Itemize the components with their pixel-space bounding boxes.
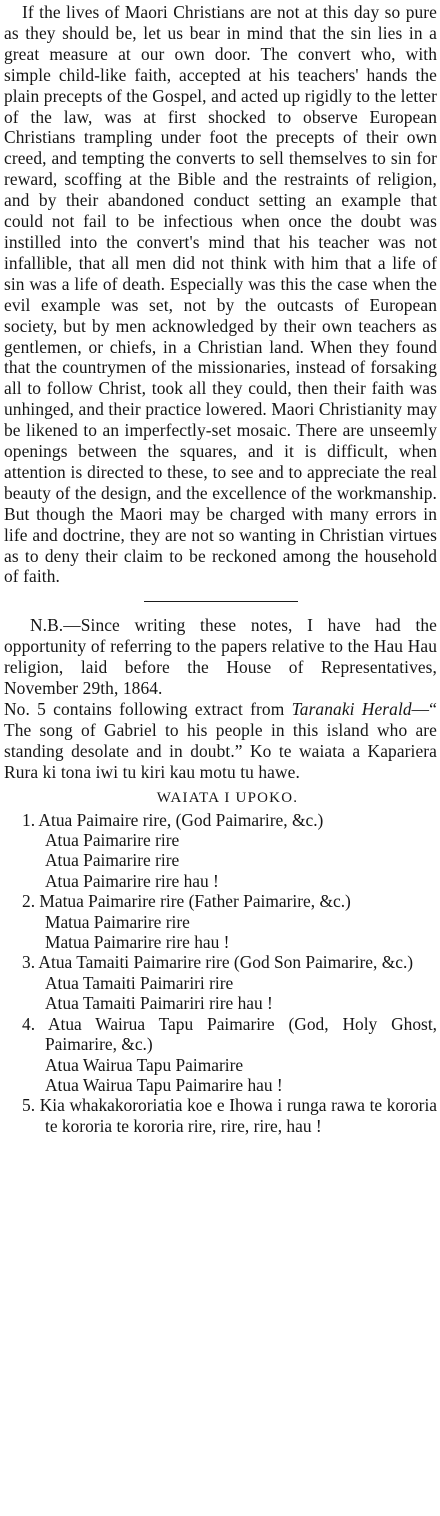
song-refrain-line: Atua Paimarire rire [45, 850, 180, 871]
song-verse-line: 5. Kia whakakororiatia koe e Ihowa i runga rawa te kororia te kororia te kororia rire, rire, rire, hau ! [22, 1095, 437, 1136]
song-refrain-line: Atua Wairua Tapu Paimarire hau ! [45, 1074, 283, 1095]
extract-paragraph [4, 699, 437, 783]
song-refrain-line: Matua Paimarire rire [45, 911, 190, 932]
song-title: WAIATA I UPOKO. [156, 789, 299, 806]
song-verse-line: 2. Matua Paimarire rire (Father Paimarire, &c.) [22, 891, 351, 912]
song-verse-line: 4. Atua Wairua Tapu Paimarire (God, Holy Ghost, Paimarire, &c.) [22, 1013, 437, 1055]
nb-paragraph: N.B.—Since writing these notes, I have had the opportunity of referring to the papers relative to the Hau Hau religion, laid before the House of Representatives, November 29th, 1864. [4, 615, 437, 699]
song-refrain-line: Atua Paimarire rire [45, 830, 180, 851]
extract-description: —“ The song of Gabriel to his people in this island who are standing desolate and in doubt.” Ko te waiata a Kapariera Rura ki tona iwi tu kiri kau motu tu hawe. [4, 699, 437, 782]
newspaper-source-title: Taranaki Herald [291, 699, 412, 719]
song-refrain-line: Atua Tamaiti Paimariri rire hau ! [45, 993, 273, 1014]
song-refrain-line: Atua Wairua Tapu Paimarire [45, 1054, 244, 1075]
section-divider [144, 601, 298, 602]
song-verse-line: 1. Atua Paimaire rire, (God Paimarire, &c.) [22, 809, 324, 830]
extract-intro: No. 5 contains following extract from [4, 699, 285, 719]
song-refrain-line: Matua Paimarire rire hau ! [45, 932, 230, 953]
song-verse-line: 3. Atua Tamaiti Paimarire rire (God Son Paimarire, &c.) [22, 952, 414, 973]
article-paragraph: If the lives of Maori Christians are not at this day so pure as they should be, let us bear in mind that the sin lies in a great measure at our own door. The convert who, with simple child-like faith, accepted at his teachers' hands the plain precepts of the Gospel, and acted up rigidly to the letter of the law, was at first shocked to observe European Christians trampling under foot the precepts of their own creed, and tempting the converts to sell themselves to sin for reward, scoffing at the Bible and the restraints of religion, and by their abandoned conduct setting an example that could not fail to be infectious when once the doubt was instilled into the convert's mind that his teacher was not infallible, that all men did not think with him that a life of sin was a life of death. Especially was this the case when the evil example was set, not by the outcasts of European society, but by men acknowledged by their own teachers as gentlemen, or chiefs, in a Christian land. When they found that the countrymen of the missionaries, instead of forsaking all to follow Christ, took all they could, then their faith was unhinged, and their practice lowered. Maori Christianity may be likened to an imperfectly-set mosaic. There are unseemly openings between the squares, and it is difficult, when attention is directed to these, to see and to appreciate the real beauty of the design, and the excellence of the workmanship. But though the Maori may be charged with many errors in life and doctrine, they are not so wanting in Christian virtues as to deny their claim to be reckoned among the household of faith. [4, 2, 437, 587]
song-refrain-line: Atua Paimarire rire hau ! [45, 870, 219, 891]
song-refrain-line: Atua Tamaiti Paimariri rire [45, 972, 234, 993]
song-lines [4, 810, 437, 1137]
